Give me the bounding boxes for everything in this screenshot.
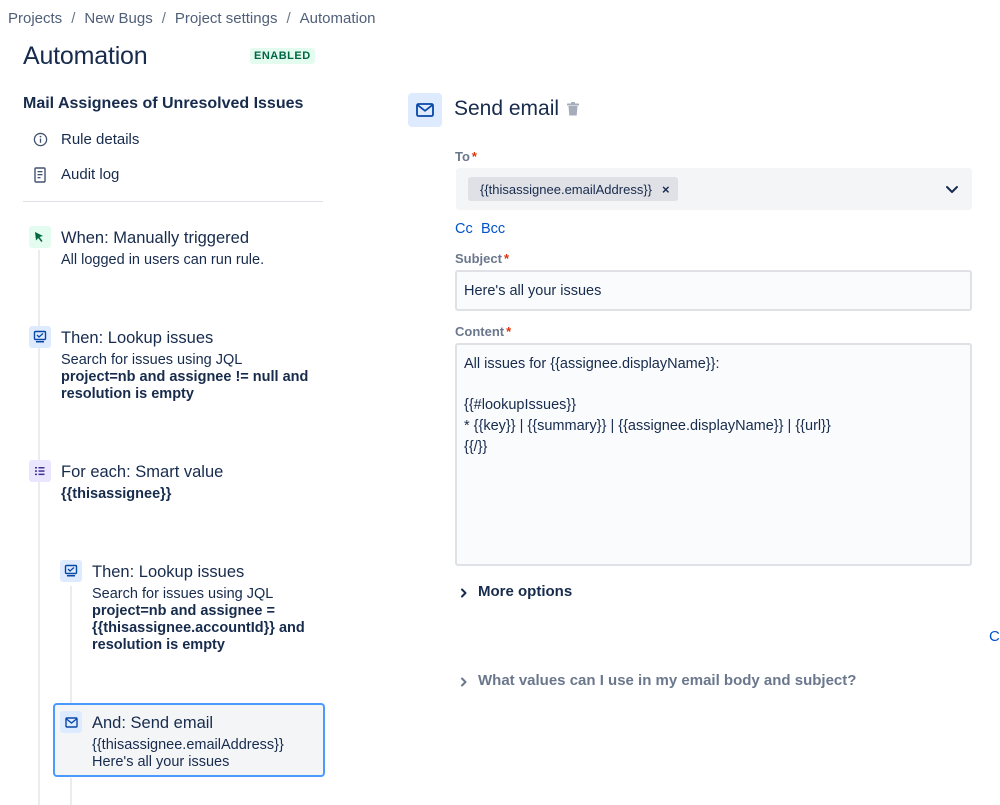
step-jql: project=nb and assignee != null and [61,369,309,385]
to-field[interactable] [456,168,972,210]
edge-link[interactable]: C [989,628,1000,645]
bcc-link[interactable]: Bcc [481,221,506,237]
required-marker: * [506,324,512,339]
more-options-toggle[interactable] [458,583,572,600]
divider [23,201,323,202]
step-desc: Search for issues using JQL [61,352,243,368]
chip-remove-icon[interactable]: × [662,181,670,197]
nav-label: Rule details [61,131,140,148]
step-jql: resolution is empty [92,637,225,653]
step-desc: {{thisassignee.emailAddress}} [92,737,284,753]
content-label [455,324,511,339]
rule-name: Mail Assignees of Unresolved Issues [23,95,304,112]
info-icon [32,132,48,148]
subject-label [455,251,509,266]
document-icon [32,167,48,183]
nav-rule-details[interactable] [32,131,139,148]
recipient-chip [468,177,678,201]
required-marker: * [471,149,477,164]
help-values-toggle[interactable] [458,672,856,689]
step-send-email-icon-wrap [60,711,82,733]
breadcrumb-separator: / [161,10,166,27]
flow-connector-nested [70,778,72,805]
step-desc: All logged in users can run rule. [61,252,265,268]
breadcrumb [8,10,376,27]
chevron-down-icon[interactable] [942,179,962,199]
step-desc: Search for issues using JQL [92,586,274,602]
chevron-right-icon [458,586,470,598]
step-title[interactable]: Then: Lookup issues [61,329,214,347]
step-title[interactable]: And: Send email [92,714,214,732]
required-marker: * [503,251,510,266]
breadcrumb-separator: / [286,10,291,27]
flow-connector-nested [70,586,72,706]
nav-label: Audit log [61,166,120,183]
content-label-text: Content [455,324,505,339]
to-label [455,149,477,164]
content-textarea[interactable]: All issues for {{assignee.displayName}}: {{#lookupIssues}} * {{key}} | {{summary}} | {{assignee.displayName}} | {{url}} {{/}} [455,343,972,566]
step-trigger[interactable] [29,226,51,248]
step-smart-value: {{thisassignee}} [61,486,172,502]
mail-icon [60,711,82,733]
step-jql: project=nb and assignee = [92,603,275,619]
recipient-chip-label: {{thisassignee.emailAddress}} [480,181,653,197]
breadcrumb-projects[interactable]: Projects [8,10,63,27]
breadcrumb-automation[interactable]: Automation [299,10,376,27]
screen-search-icon [60,560,82,582]
step-lookup-issues-nested[interactable] [60,560,82,582]
chevron-right-icon [458,675,470,687]
step-jql: resolution is empty [61,386,194,402]
step-desc: Here's all your issues [92,754,230,770]
screen-search-icon [29,326,51,348]
list-icon [29,460,51,482]
mail-icon [408,93,442,127]
panel-title: Send email [454,97,560,120]
breadcrumb-separator: / [71,10,76,27]
step-for-each[interactable] [29,460,51,482]
step-jql: {{thisassignee.accountId}} and [92,620,305,636]
breadcrumb-project-settings[interactable]: Project settings [174,10,278,27]
step-lookup-issues[interactable] [29,326,51,348]
trash-icon[interactable] [566,101,580,117]
step-title[interactable]: For each: Smart value [61,463,224,481]
breadcrumb-new-bugs[interactable]: New Bugs [84,10,153,27]
pointer-click-icon [29,226,51,248]
status-badge: ENABLED [250,48,315,64]
help-values-label: What values can I use in my email body and subject? [478,672,857,689]
cc-link[interactable]: Cc [455,221,473,237]
to-label-text: To [455,149,470,164]
page-title: Automation [23,42,148,70]
subject-label-text: Subject [455,251,502,266]
subject-input[interactable]: Here's all your issues [455,270,972,311]
step-title[interactable]: Then: Lookup issues [92,563,245,581]
nav-audit-log[interactable] [32,166,119,183]
more-options-label: More options [478,583,573,600]
step-title[interactable]: When: Manually triggered [61,229,250,247]
